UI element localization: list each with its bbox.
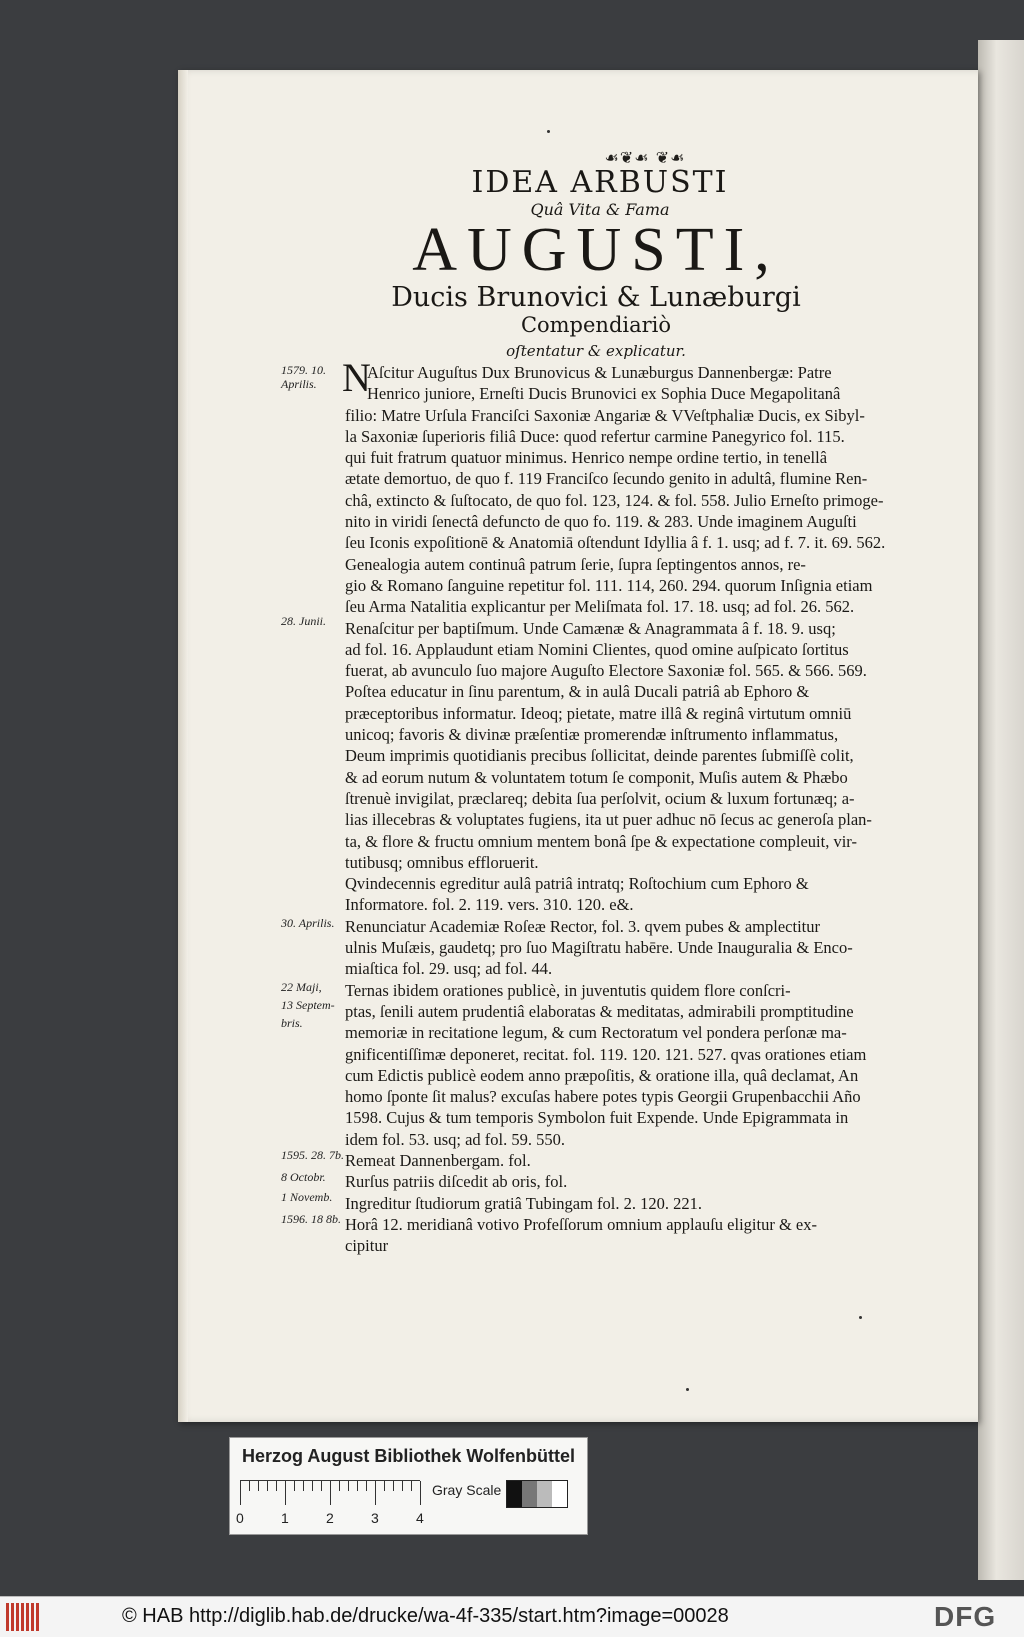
ink-speck	[686, 1388, 689, 1391]
title-ornament: ☙❦☙ ❦☙	[604, 148, 686, 167]
footer-bar	[0, 1596, 1024, 1637]
text-line: qui fuit fratrum quatuor minimus. Henrico nempe ordine tertio, in tenellâ	[345, 448, 828, 468]
margin-note: 22 Maji,	[281, 980, 322, 994]
margin-note: 30. Aprilis.	[281, 916, 335, 930]
text-line: fuerat, ab avunculo ſuo majore Auguſto Electore Saxoniæ fol. 565. & 566. 569.	[345, 661, 867, 681]
library-name: Herzog August Bibliothek Wolfenbüttel	[242, 1446, 575, 1466]
text-line: la Saxoniæ ſuperioris filiâ Duce: quod refertur carmine Panegyrico fol. 115.	[345, 426, 845, 446]
ink-speck	[547, 130, 550, 133]
text-line: unicoq; favoris & divinæ præſentiæ promerendæ inſtrumento inflammatus,	[345, 725, 839, 745]
ruler-number: 2	[326, 1510, 334, 1526]
text-line: châ, extincto & ſuſtocato, de quo fol. 123, 124. & fol. 558. Julio Erneſto primoge-	[345, 490, 884, 510]
margin-note: 8 Octobr.	[281, 1170, 326, 1184]
text-line: memoriæ in recitatione legum, & cum Rectoratum vel pondera perſonæ ma-	[345, 1023, 847, 1043]
text-line: Ingreditur ſtudiorum gratiâ Tubingam fol. 2. 120. 221.	[345, 1193, 703, 1213]
title-line-5: Compendiariò	[520, 313, 672, 337]
text-line: Poſtea educatur in ſinu parentum, & in aulâ Ducali patriâ ab Ephoro &	[345, 682, 810, 702]
title-line-6: oſtentatur & explicatur.	[506, 342, 686, 360]
text-line: præceptoribus informatur. Ideoq; pietate, matre illâ & reginâ virtutum omniū	[345, 703, 852, 723]
text-line: gio & Romano ſanguine repetitur fol. 111. 114, 260. 294. quorum Inſignia etiam	[345, 575, 873, 595]
text-line: ta, & flore & fructu omnium mentem bonâ ſpe & expectatione compleuit, vir-	[345, 831, 857, 851]
margin-note: 1579. 10.	[281, 363, 326, 377]
text-line: ptas, ſenili autem prudentiâ elaboratas & meditatas, admirabili promptitudine	[345, 1001, 854, 1021]
ruler-number: 4	[416, 1510, 424, 1526]
text-line: ulnis Muſæis, gaudetq; pro ſuo Magiſtratu habēre. Unde Inauguralia & Enco-	[345, 938, 853, 958]
margin-note: bris.	[281, 1016, 303, 1030]
text-line: Rurſus patriis diſcedit ab oris, fol.	[345, 1172, 568, 1192]
text-line: ad fol. 16. Applaudunt etiam Nomini Clientes, quod omine auſpicato ſortitus	[345, 639, 849, 659]
text-line: ſeu Arma Natalitia explicantur per Meliſmata fol. 17. 18. usq; ad fol. 26. 562.	[345, 597, 855, 617]
text-line: homo ſponte ſit malus? excuſas habere potes typis Georgii Grupenbacchii Año	[345, 1087, 861, 1107]
dfg-logo: DFG	[934, 1601, 997, 1632]
page-gutter-shadow	[178, 70, 188, 1422]
margin-note: Aprilis.	[281, 377, 317, 391]
text-line: Genealogia autem continuâ patrum ſerie, ſupra ſeptingentos annos, re-	[345, 554, 806, 574]
text-line: Remeat Dannenbergam. fol.	[345, 1150, 531, 1170]
text-line: ſtrenuè invigilat, præclareq; debita ſua perſolvit, ocium & luxum fortunæq; a-	[345, 788, 855, 808]
text-line: gnificentiſſimæ deponeret, recitat. fol. 119. 120. 121. 527. qvas orationes etiam	[345, 1044, 867, 1064]
text-line: Ternas ibidem orationes publicè, in juventutis quidem flore conſcri-	[345, 980, 791, 1000]
margin-note: 1 Novemb.	[281, 1190, 333, 1204]
text-line: idem fol. 53. usq; ad fol. 59. 550.	[345, 1129, 565, 1149]
text-line: Renaſcitur per baptiſmum. Unde Camænæ & Anagrammata â f. 18. 9. usq;	[345, 618, 836, 638]
text-line: Renunciatur Academiæ Roſeæ Rector, fol. 3. qvem pubes & amplectitur	[345, 916, 820, 936]
text-line: nito in viridi ſenectâ defuncto de quo fo. 119. & 283. Unde imaginem Auguſti	[345, 512, 857, 532]
title-line-3: AUGUSTI,	[412, 216, 780, 284]
text-line: tutibusq; omnibus effloruerit.	[345, 852, 539, 872]
margin-note: 1596. 18 8b.	[281, 1212, 341, 1226]
text-line: ſeu Iconis expoſitionē & Anatomiā oſtendunt Idyllia â f. 1. usq; ad f. 7. it. 69. 562.	[345, 533, 886, 553]
text-line: lias illecebras & voluptates fugiens, ita ut puer adhuc nō ſecus ac generoſa plan-	[345, 810, 872, 830]
title-line-1: IDEA ARBUSTI	[471, 165, 729, 200]
barcode-icon	[6, 1603, 46, 1631]
margin-note: 13 Septem-	[281, 998, 335, 1012]
text-line: Horâ 12. meridianâ votivo Profeſſorum omnium applauſu eligitur & ex-	[345, 1214, 817, 1234]
margin-note: 1595. 28. 7b.	[281, 1148, 344, 1162]
text-line: Qvindecennis egreditur aulâ patriâ intratq; Roſtochium cum Ephoro &	[345, 874, 809, 894]
text-line: miaſtica fol. 29. usq; ad fol. 44.	[345, 959, 553, 979]
text-line: filio: Matre Urſula Franciſci Saxoniæ Angariæ & VVeſtphaliæ Ducis, ex Sibyl-	[345, 405, 865, 425]
title-line-4: Ducis Brunovici & Lunæburgi	[391, 282, 801, 313]
ink-speck	[859, 1316, 862, 1319]
ruler-number: 0	[236, 1510, 244, 1526]
title-line-2: Quâ Vita & Fama	[530, 200, 670, 219]
color-scale-card	[229, 1437, 588, 1535]
text-line: Henrico juniore, Erneſti Ducis Brunovici ex Sophia Duce Megapolitanâ	[367, 384, 841, 404]
text-line: ætate demortuo, de quo f. 119 Franciſco ſecundo genito in adultâ, flumine Ren-	[345, 469, 868, 489]
text-line: cum Edictis publicè eodem anno præpoſitis, & oratione illa, quâ declamat, An	[345, 1065, 859, 1085]
text-line: 1598. Cujus & tum temporis Symbolon fuit Expende. Unde Epigrammata in	[345, 1108, 849, 1128]
ruler-number: 3	[371, 1510, 379, 1526]
gray-scale-label: Gray Scale	[432, 1482, 502, 1498]
text-line: Deum imprimis quotidianis precibus ſollicitat, deinde parentes ſubmiſſè colit,	[345, 746, 854, 766]
ruler	[240, 1480, 420, 1509]
footer-copyright-link[interactable]: © HAB http://diglib.hab.de/drucke/wa-4f-335/start.htm?image=00028	[122, 1605, 729, 1627]
text-line: Aſcitur Auguſtus Dux Brunovicus & Lunæburgus Dannenbergæ: Patre	[367, 363, 832, 382]
ruler-number: 1	[281, 1510, 289, 1526]
body-text	[345, 362, 949, 1256]
text-line: Informatore. fol. 2. 119. vers. 310. 120. e&.	[345, 895, 634, 915]
margin-note: 28. Junii.	[281, 614, 326, 628]
drop-capital: N	[342, 355, 371, 400]
gray-scale-swatch	[506, 1480, 568, 1508]
text-line: cipitur	[345, 1236, 389, 1256]
text-line: & ad eorum nutum & voluntatem totum ſe componit, Muſis autem & Phæbo	[345, 767, 848, 787]
